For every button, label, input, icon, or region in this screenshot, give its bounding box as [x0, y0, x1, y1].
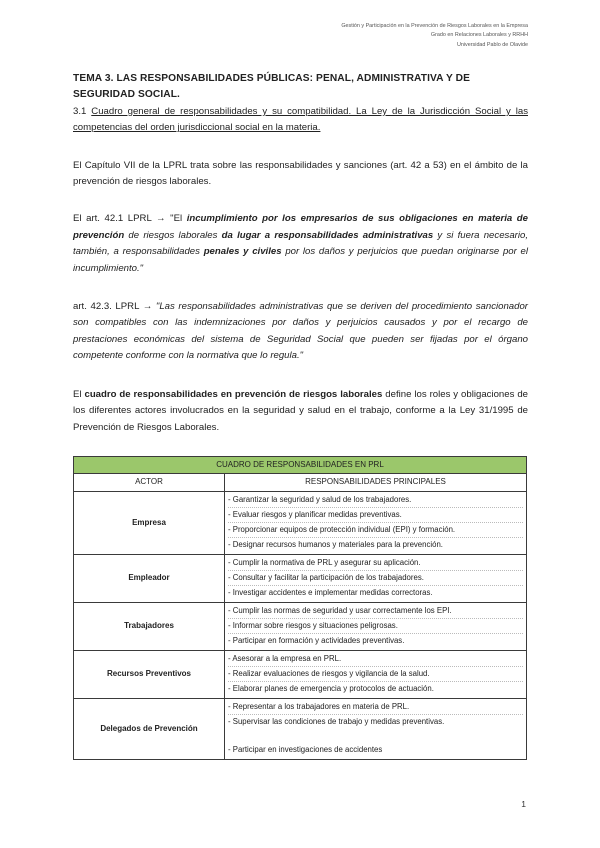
quote-bold-3: penales y civiles: [203, 246, 282, 258]
quote-text-3: por los daños y perjuicios que puedan originarse por el incumplimiento.": [73, 246, 529, 274]
quote-text-1: de riesgos laborales: [124, 229, 222, 241]
subsection-number: 3.1: [73, 105, 87, 117]
responsibility-item: - Cumplir la normativa de PRL y asegurar su aplicación.: [228, 556, 523, 571]
table-row: [74, 554, 527, 602]
page-number: 1: [521, 799, 526, 809]
running-header: [341, 22, 528, 50]
responsibilities-cell: [225, 650, 527, 698]
responsibility-item: - Supervisar las condiciones de trabajo y medidas preventivas.: [228, 716, 445, 726]
actor-cell: Delegados de Prevención: [74, 698, 225, 759]
responsibility-item: - Cumplir las normas de seguridad y usar correctamente los EPI.: [228, 604, 523, 619]
header-line: Gestión y Participación en la Prevención de Riesgos Laborales en la Empresa: [341, 23, 528, 29]
responsibility-item: - Elaborar planes de emergencia y protocolos de actuación.: [228, 683, 434, 693]
header-line: Universidad Pablo de Olavide: [456, 41, 528, 48]
paragraph-cuadro: [73, 387, 528, 436]
quote-text-2: y si fuera necesario, también, a responsabilidades: [73, 229, 528, 258]
column-header-responsibilities: RESPONSABILIDADES PRINCIPALES: [225, 474, 527, 491]
responsibility-item: - Participar en investigaciones de accidentes: [228, 744, 383, 754]
section-title: TEMA 3. LAS RESPONSABILIDADES PÚBLICAS: PENAL, ADMINISTRATIVA Y DE SEGURIDAD SOCIAL.: [73, 73, 470, 101]
table-row: [74, 491, 527, 554]
subsection-title: Cuadro general de responsabilidades y su compatibilidad. La Ley de la Jurisdicción Social y las competencias del orden jurisdiccional social en la materia.: [73, 105, 528, 134]
responsibility-item: - Informar sobre riesgos y situaciones peligrosas.: [228, 619, 523, 634]
responsibilities-cell: [225, 554, 527, 602]
responsibility-item: - Participar en formación y actividades preventivas.: [228, 635, 405, 645]
table-title: CUADRO DE RESPONSABILIDADES EN PRL: [74, 456, 527, 473]
actor-cell: Recursos Preventivos: [74, 650, 225, 698]
para-lead: El: [73, 388, 85, 400]
quote-bold-2: da lugar a responsabilidades administrativas: [221, 229, 434, 241]
responsibilities-cell: [225, 698, 527, 759]
para-bold: cuadro de responsabilidades en prevención de riesgos laborales: [84, 388, 383, 400]
column-header-actor: ACTOR: [74, 474, 225, 491]
responsibility-item: - Representar a los trabajadores en materia de PRL.: [228, 700, 523, 715]
paragraph-art-42-1: [73, 211, 528, 277]
para-rest: define los roles y obligaciones de los diferentes actores involucrados en la seguridad y salud en el trabajo, conforme a la Ley 31/1995 de Prevención de Riesgos Laborales.: [73, 388, 528, 433]
responsibility-item: - Proporcionar equipos de protección individual (EPI) y formación.: [228, 523, 523, 538]
actor-cell: Empresa: [74, 491, 225, 554]
subsection-heading: [73, 104, 528, 137]
blank-line: [228, 729, 523, 743]
responsibilities-cell: [225, 491, 527, 554]
responsibility-item: - Investigar accidentes e implementar medidas correctoras.: [228, 587, 433, 597]
responsibility-item: - Realizar evaluaciones de riesgos y vigilancia de la salud.: [228, 667, 523, 682]
table-row: [74, 698, 527, 759]
responsibility-item: - Consultar y facilitar la participación de los trabajadores.: [228, 571, 523, 586]
quote-bold-1: incumplimiento por los empresarios de sus obligaciones en materia de prevención: [73, 213, 528, 241]
responsibility-item: - Asesorar a la empresa en PRL.: [228, 652, 523, 667]
quote-text: "Las responsabilidades administrativas que se deriven del procedimiento sancionador son compatibles con las indemnizaciones por daños y perjuicios causados y por el recargo de prestaciones económicas del sistema de Seguridad Social que pueden ser fijadas por el órgano competente conforme con la normativa que lo regula.": [73, 301, 528, 362]
actor-cell: Trabajadores: [74, 602, 225, 650]
table-row: [74, 602, 527, 650]
quote-lead: El art. 42.1 LPRL → "El: [73, 213, 187, 225]
paragraph-art-42-3: [73, 299, 528, 365]
table-row: [74, 650, 527, 698]
responsibilities-table: [73, 456, 527, 760]
quote-lead: art. 42.3. LPRL →: [73, 301, 156, 313]
actor-cell: Empleador: [74, 554, 225, 602]
header-line: Grado en Relaciones Laborales y RRHH: [430, 32, 528, 39]
responsibilities-cell: [225, 602, 527, 650]
responsibility-item: - Evaluar riesgos y planificar medidas preventivas.: [228, 508, 523, 523]
responsibility-item: - Garantizar la seguridad y salud de los trabajadores.: [228, 493, 523, 508]
paragraph-intro: El Capítulo VII de la LPRL trata sobre las responsabilidades y sanciones (art. 42 a 53) en el ámbito de la prevención de riesgos laborales.: [73, 159, 528, 188]
responsibility-item: - Designar recursos humanos y materiales para la prevención.: [228, 539, 443, 549]
main-content: [73, 71, 528, 760]
